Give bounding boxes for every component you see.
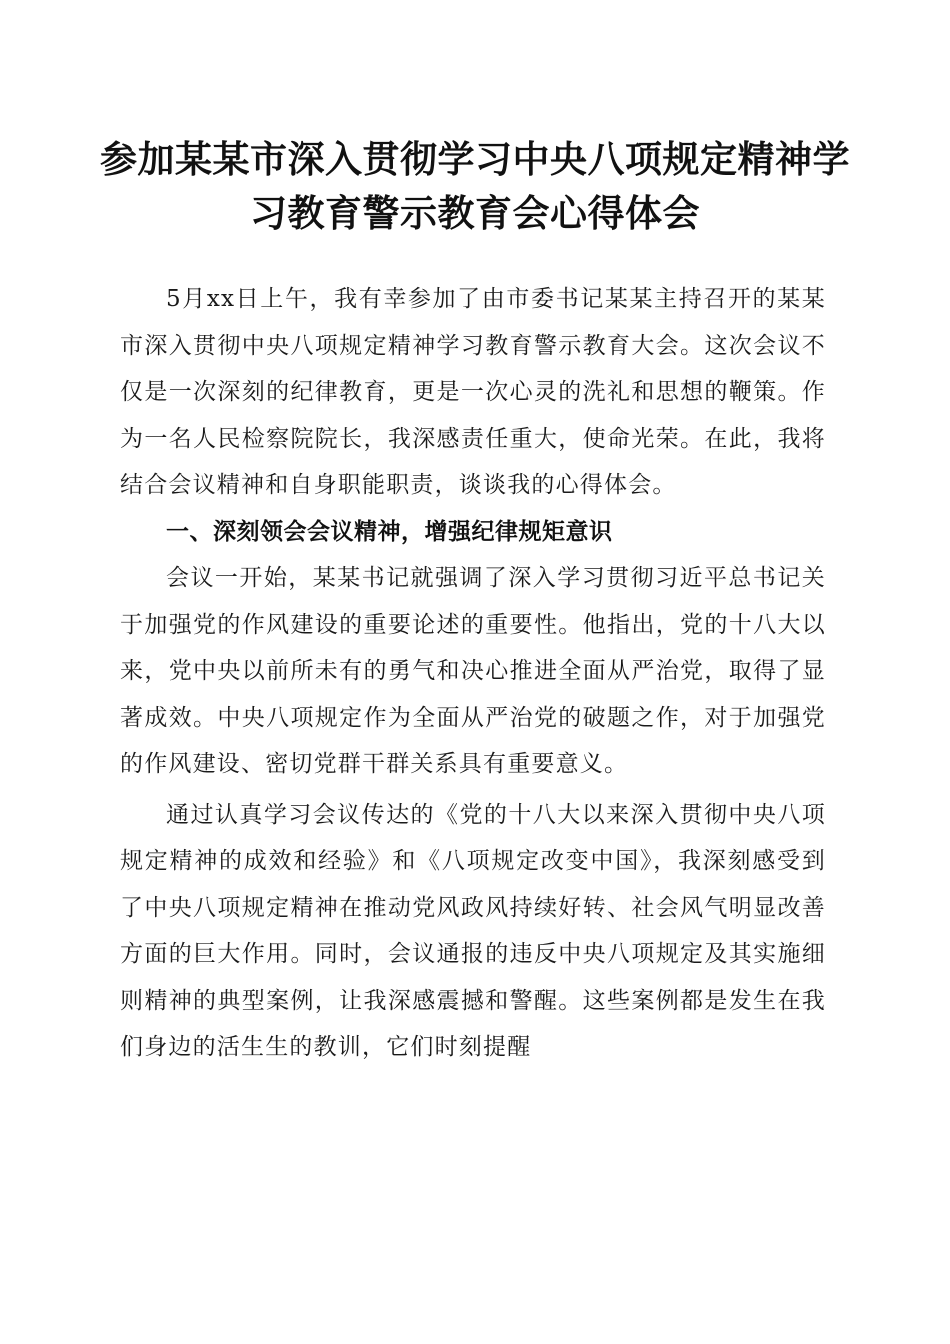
- intro-paragraph: 5月xx日上午，我有幸参加了由市委书记某某主持召开的某某市深入贯彻中央八项规定精神学习教育警示教育大会。这次会议不仅是一次深刻的纪律教育，更是一次心灵的洗礼和思想的鞭策。作为一名人民检察院院长，我深感责任重大，使命光荣。在此，我将结合会议精神和自身职能职责，谈谈我的心得体会。: [120, 286, 826, 498]
- document-title: 参加某某市深入贯彻学习中央八项规定精神学习教育警示教育会心得体会: [100, 137, 850, 235]
- body-paragraph: 会议一开始，某某书记就强调了深入学习贯彻习近平总书记关于加强党的作风建设的重要论述的重要性。他指出，党的十八大以来，党中央以前所未有的勇气和决心推进全面从严治党，取得了显著成效。中央八项规定作为全面从严治党的破题之作，对于加强党的作风建设、密切党群干群关系具有重要意义。: [120, 565, 826, 777]
- body-paragraph: 通过认真学习会议传达的《党的十八大以来深入贯彻中央八项规定精神的成效和经验》和《八项规定改变中国》，我深刻感受到了中央八项规定精神在推动党风政风持续好转、社会风气明显改善方面的巨大作用。同时，会议通报的违反中央八项规定及其实施细则精神的典型案例，让我深感震撼和警醒。这些案例都是发生在我们身边的活生生的教训，它们时刻提醒: [120, 801, 826, 1060]
- document-body: [120, 276, 826, 1071]
- section-heading: 一、深刻领会会议精神，增强纪律规矩意识: [166, 518, 613, 545]
